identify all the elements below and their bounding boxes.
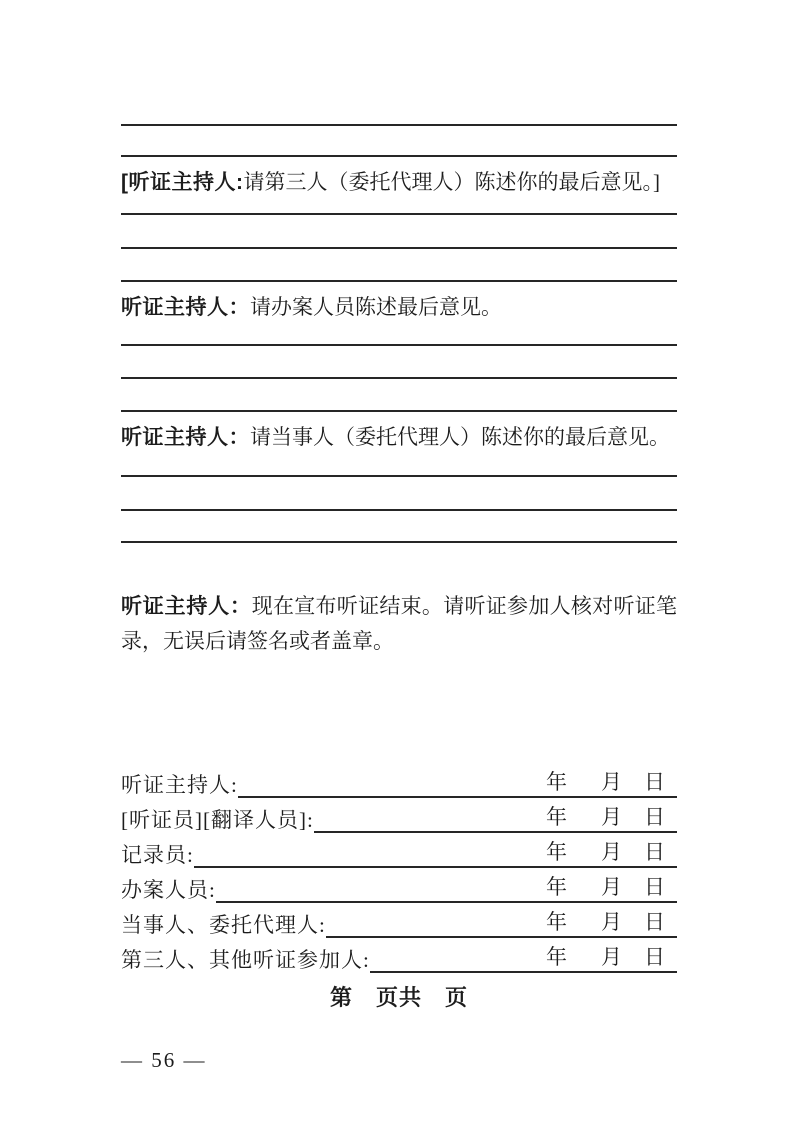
year-label: 年 bbox=[546, 875, 567, 899]
signature-label: 第三人、其他听证参加人: bbox=[121, 948, 370, 972]
month-label: 月 bbox=[601, 945, 622, 969]
day-label: 日 bbox=[644, 910, 665, 934]
month-label: 月 bbox=[601, 805, 622, 829]
page-of-footer: 第 页共 页 bbox=[329, 985, 468, 1010]
speaker-label: 听证主持人： bbox=[121, 296, 250, 319]
day-label: 日 bbox=[644, 945, 665, 969]
month-label: 月 bbox=[601, 770, 622, 794]
page-number: — 56 — bbox=[121, 1048, 207, 1072]
signature-line bbox=[326, 903, 677, 938]
year-label: 年 bbox=[546, 805, 567, 829]
signature-label: 当事人、委托代理人: bbox=[121, 913, 326, 937]
speaker-label: 听证主持人： bbox=[121, 595, 252, 618]
speaker-label: [听证主持人: bbox=[121, 171, 244, 194]
writing-line bbox=[121, 249, 677, 282]
signature-row-party-agent bbox=[121, 903, 677, 938]
dialogue-text: 请第三人（委托代理人）陈述你的最后意见。] bbox=[243, 170, 660, 194]
signature-row-presiding-officer bbox=[121, 763, 677, 798]
signature-line bbox=[370, 938, 677, 973]
signature-row-recorder bbox=[121, 833, 677, 868]
closing-text: 现在宣布听证结束。请听证参加人核对听证笔录，无误后请签名或者盖章。 bbox=[121, 594, 678, 653]
writing-line bbox=[121, 94, 677, 126]
month-label: 月 bbox=[601, 910, 622, 934]
closing-statement bbox=[121, 589, 677, 659]
signature-label: 办案人员: bbox=[121, 878, 216, 902]
year-label: 年 bbox=[546, 945, 567, 969]
signature-block bbox=[121, 763, 677, 973]
signature-label: 记录员: bbox=[121, 843, 194, 867]
year-label: 年 bbox=[546, 770, 567, 794]
month-label: 月 bbox=[601, 840, 622, 864]
writing-line bbox=[121, 215, 677, 249]
month-label: 月 bbox=[601, 875, 622, 899]
writing-line bbox=[121, 379, 677, 412]
signature-row-case-officer bbox=[121, 868, 677, 903]
dialogue-text: 请当事人（委托代理人）陈述你的最后意见。 bbox=[250, 425, 670, 449]
year-label: 年 bbox=[546, 840, 567, 864]
dialogue-row-third-party bbox=[121, 157, 677, 215]
signature-line bbox=[194, 833, 677, 868]
speaker-label: 听证主持人： bbox=[121, 426, 250, 449]
day-label: 日 bbox=[644, 805, 665, 829]
signature-line bbox=[238, 763, 677, 798]
writing-line bbox=[121, 477, 677, 511]
year-label: 年 bbox=[546, 910, 567, 934]
day-label: 日 bbox=[644, 840, 665, 864]
day-label: 日 bbox=[644, 770, 665, 794]
writing-line bbox=[121, 126, 677, 157]
signature-line bbox=[216, 868, 677, 903]
dialogue-text: 请办案人员陈述最后意见。 bbox=[250, 295, 502, 319]
writing-line bbox=[121, 346, 677, 379]
signature-row-hearing-officer-interpreter bbox=[121, 798, 677, 833]
signature-row-third-party-participants bbox=[121, 938, 677, 973]
dialogue-row-party bbox=[121, 412, 677, 477]
signature-line bbox=[314, 798, 677, 833]
signature-label: 听证主持人: bbox=[121, 773, 238, 797]
dialogue-row-case-officer bbox=[121, 282, 677, 346]
signature-label: [听证员][翻译人员]: bbox=[121, 808, 314, 832]
writing-line bbox=[121, 511, 677, 543]
day-label: 日 bbox=[644, 875, 665, 899]
